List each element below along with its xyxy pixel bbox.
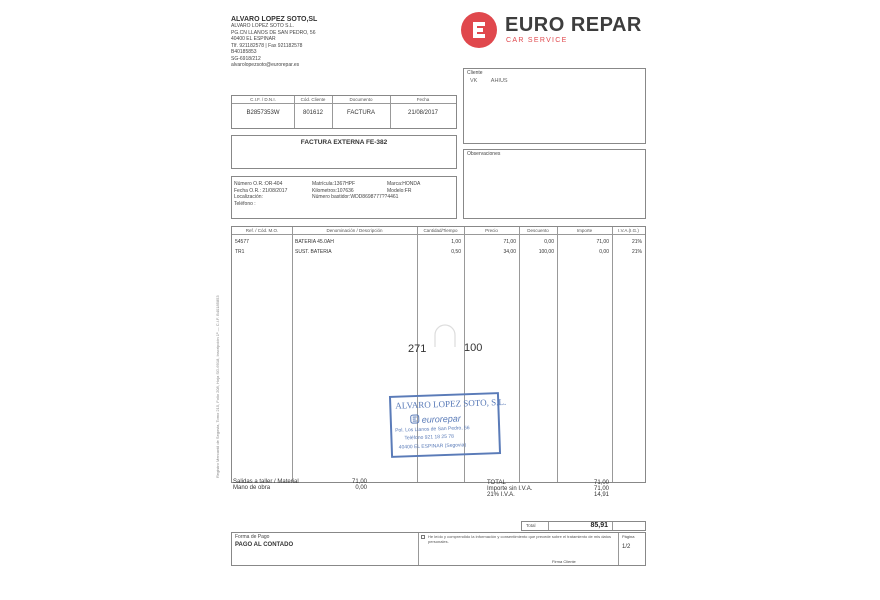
overlay-number: 100 <box>464 342 483 354</box>
vehicle-plate: Matrícula:1367HPF <box>312 181 356 187</box>
col-description: Denominación / Descripción <box>326 228 383 233</box>
header-client-code: Cód. Cliente <box>300 97 326 102</box>
cell-description: SUST. BATERIA <box>295 249 332 255</box>
value-client-code: 801612 <box>302 110 324 116</box>
total-value: 71,00 <box>593 480 609 486</box>
cell-discount: 100,00 <box>538 249 554 255</box>
signature-label: Firma Cliente <box>552 559 576 564</box>
total-label: 21% I.V.A. <box>487 492 515 498</box>
cell-amount: 0,00 <box>599 249 609 255</box>
brand-subtitle: CAR SERVICE <box>506 37 568 44</box>
stamp-line: eurorepar <box>421 413 461 425</box>
observations-box <box>463 149 646 219</box>
total-value: 14,91 <box>593 492 609 498</box>
invoice-title: FACTURA EXTERNA FE-382 <box>300 139 388 146</box>
vehicle-location: Localización: <box>234 194 263 200</box>
col-ref: Ref. / Cód. M.O. <box>245 228 279 233</box>
company-line: PG.CN LLANOS DE SAN PEDRO, 56 <box>231 29 316 36</box>
table-row <box>232 249 645 257</box>
company-stamp <box>389 392 507 458</box>
observations-label: Observaciones <box>467 151 501 157</box>
header-cif: C.I.F. / D.N.I. <box>250 97 276 102</box>
consent-text: He leído y comprendido la información y consentimiento que precede sobre el tratamiento de mis datos personales. <box>428 534 611 544</box>
page-label: Página <box>622 534 635 539</box>
header-table <box>231 95 457 129</box>
summary-value: 71,00 <box>351 479 367 485</box>
client-name: VK AHIUS <box>470 78 508 84</box>
cell-vat: 21% <box>631 239 642 245</box>
totals-values <box>577 480 609 498</box>
cell-price: 71,00 <box>503 239 516 245</box>
logo-e-icon <box>471 20 487 40</box>
totals-labels <box>487 480 532 498</box>
summary-left-values <box>337 479 367 491</box>
value-date: 21/08/2017 <box>407 110 439 116</box>
stamp-logo-icon <box>410 414 420 424</box>
vehicle-brand: Marca:HONDA <box>387 181 421 187</box>
cell-vat: 21% <box>631 249 642 255</box>
vehicle-order-number: Número O.R.:OR-404 <box>234 181 283 187</box>
watermark-arch-icon <box>432 323 458 349</box>
stamp-line: Pol. Los Llanos de San Pedro, 56 <box>395 425 470 434</box>
cell-ref: 54577 <box>235 239 249 245</box>
overlay-number: 271 <box>408 343 427 355</box>
header-document: Documento <box>349 97 373 102</box>
eurorepar-logo-icon <box>461 12 497 48</box>
total-label: Importe sin I.V.A. <box>487 486 533 492</box>
table-row <box>232 239 645 247</box>
vehicle-km: Kilometros:107636 <box>312 187 354 194</box>
vehicle-phone: Teléfono : <box>234 200 256 207</box>
payment-value: PAGO AL CONTADO <box>235 542 294 548</box>
summary-left <box>233 479 299 491</box>
consent-checkbox[interactable] <box>421 535 425 539</box>
company-line: Tlf. 921182578 | Fax 921182578 <box>231 42 303 49</box>
header-date: Fecha <box>416 97 430 102</box>
stamp-line: Teléfono 921 18 25 78 <box>404 433 455 442</box>
payment-box <box>231 532 646 566</box>
col-quantity: Cantidad/Tiempo <box>423 228 458 233</box>
vehicle-vin: Número bastidor:WDD8698777??4461 <box>312 194 399 200</box>
stamp-line: ALVARO LOPEZ SOTO, S.L. <box>395 396 507 411</box>
col-discount: Descuento <box>527 228 549 233</box>
cell-quantity: 1,00 <box>451 239 461 245</box>
company-line: SG-6918/212 <box>231 55 261 62</box>
company-block <box>231 16 317 69</box>
col-price: Precio <box>485 228 498 233</box>
company-line: 40400 EL ESPINAR <box>231 36 276 42</box>
grand-total-box <box>521 521 646 531</box>
invoice-title-box <box>231 135 457 169</box>
vehicle-model: Modelo:FR <box>387 187 412 194</box>
company-name: ALVARO LOPEZ SOTO,SL <box>231 16 318 23</box>
col-vat: I.V.A.(I.G.) <box>618 228 639 233</box>
company-line: ALVARO LOPEZ SOTO S.L. <box>231 23 295 29</box>
client-label: Cliente <box>467 70 483 76</box>
cell-price: 34,00 <box>503 249 516 255</box>
page-value: 1/2 <box>622 544 631 550</box>
payment-label: Forma de Pago <box>235 534 270 540</box>
value-document: FACTURA <box>346 110 375 116</box>
side-text: Registro Mercantil de Segovia, Tomo 215, Folio 208, Hoja SG-6918, Inscripción 1ª — C.I.F. B40185853 <box>215 295 220 478</box>
cell-quantity: 0,50 <box>451 249 461 255</box>
brand-name: EURO REPAR <box>505 14 642 36</box>
cell-amount: 71,00 <box>596 239 609 245</box>
summary-label: Salidas a taller / Material <box>233 479 299 485</box>
vehicle-order-date: Fecha O.R.: 21/08/2017 <box>234 187 288 194</box>
cell-ref: TR1 <box>235 249 245 255</box>
side-legal-text <box>215 148 221 478</box>
invoice-page <box>215 8 650 580</box>
vehicle-box <box>231 176 457 219</box>
grand-total-label: Total <box>526 523 536 528</box>
cell-description: BATERIA 45.0AH <box>295 239 334 245</box>
stamp-line: 40400 EL ESPINAR (Segovia) <box>398 442 467 451</box>
total-label: TOTAL <box>487 480 506 486</box>
company-line: B40185853 <box>231 49 257 55</box>
summary-value: 0,00 <box>355 485 367 491</box>
company-line: alvarolopezsoto@eurorepar.es <box>231 62 300 68</box>
summary-label: Mano de obra <box>233 485 271 491</box>
total-value: 71,00 <box>593 486 609 492</box>
value-cif: B2857353W <box>246 110 280 116</box>
grand-total-value: 85,91 <box>590 522 608 529</box>
cell-discount: 0,00 <box>544 239 554 245</box>
col-amount: Importe <box>576 228 593 233</box>
client-box <box>463 68 646 144</box>
